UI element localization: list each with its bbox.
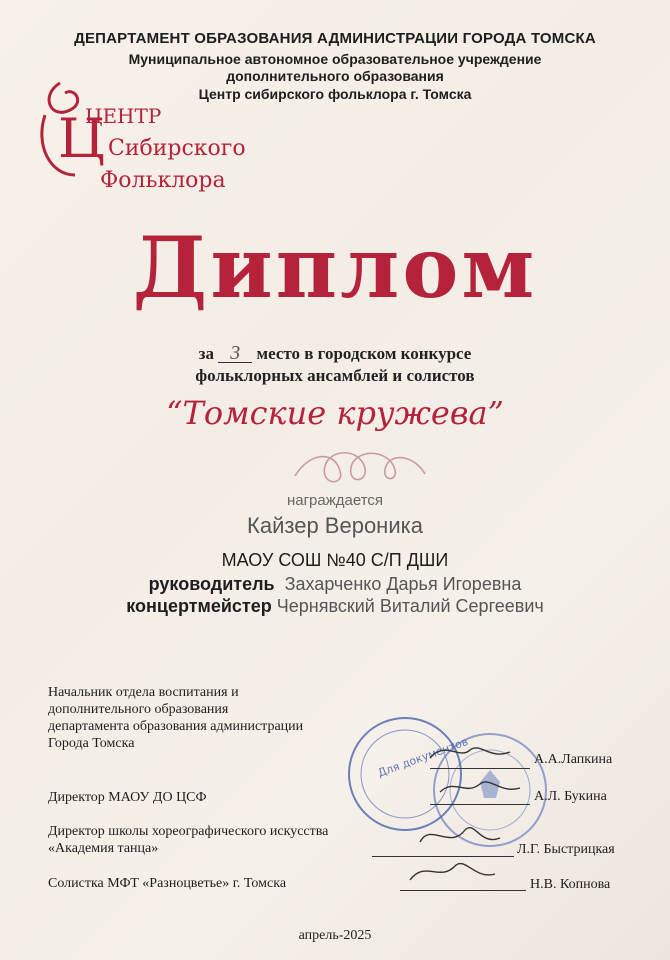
svg-text:Для документов: Для документов bbox=[376, 734, 470, 780]
signature-line bbox=[430, 804, 530, 805]
recipient-name: Кайзер Вероника bbox=[247, 513, 423, 538]
signature-line bbox=[372, 856, 514, 857]
leader-line bbox=[0, 574, 670, 595]
issue-date: апрель-2025 bbox=[298, 928, 372, 943]
signatory-name: Л.Г. Быстрицкая bbox=[517, 842, 615, 857]
accompanist-label: концертмейстер bbox=[126, 596, 272, 616]
signature-line bbox=[430, 768, 530, 769]
svg-text:Сибирского: Сибирского bbox=[108, 136, 246, 161]
header-department: ДЕПАРТАМЕНТ ОБРАЗОВАНИЯ АДМИНИСТРАЦИИ ГОРОДА ТОМСКА bbox=[74, 30, 596, 47]
flourish-ornament bbox=[290, 446, 430, 488]
accompanist-name: Чернявский Виталий Сергеевич bbox=[276, 596, 544, 616]
signatory-position: Солистка МФТ «Разноцветье» г. Томска bbox=[48, 876, 287, 891]
place-suffix: место в городском конкурсе bbox=[256, 344, 472, 363]
za-label: за bbox=[198, 344, 214, 363]
folklore-center-logo bbox=[30, 75, 246, 205]
svg-text:Фольклора: Фольклора bbox=[100, 168, 226, 193]
signatory-position: Директор МАОУ ДО ЦСФ bbox=[48, 790, 207, 805]
contest-description: фольклорных ансамблей и солистов bbox=[195, 366, 475, 385]
leader-name: Захарченко Дарья Игоревна bbox=[284, 574, 522, 594]
signatory-name: А.Л. Букина bbox=[534, 789, 607, 804]
svg-text:Ц: Ц bbox=[58, 107, 106, 170]
signatory-position: Директор школы хореографического искусства «Академия танца» bbox=[48, 824, 329, 856]
place-value: 3 bbox=[218, 344, 252, 363]
signatory-name: Н.В. Копнова bbox=[530, 877, 611, 892]
place-line bbox=[0, 344, 670, 364]
header-institution-line1: Муниципальное автономное образовательное учреждение bbox=[128, 51, 542, 67]
leader-label: руководитель bbox=[148, 574, 275, 594]
awarded-label: награждается bbox=[286, 492, 384, 509]
diploma-title: Диплом bbox=[132, 218, 538, 317]
header-institution-line3: Центр сибирского фольклора г. Томска bbox=[198, 86, 472, 102]
school-name: МАОУ СОШ №40 С/П ДШИ bbox=[221, 550, 449, 570]
signature-line bbox=[400, 890, 526, 891]
signatory-name: А.А.Лапкина bbox=[534, 752, 613, 767]
accompanist-line bbox=[0, 596, 670, 617]
header-institution-line2: дополнительного образования bbox=[226, 68, 444, 84]
handwritten-signatures bbox=[370, 730, 540, 890]
svg-text:ЦЕНТР: ЦЕНТР bbox=[85, 104, 162, 128]
contest-name: “Томские кружева” bbox=[166, 394, 504, 432]
signatory-position: Начальник отдела воспитания и дополнительного образования департамента образования администрации Города Томска bbox=[48, 685, 304, 751]
